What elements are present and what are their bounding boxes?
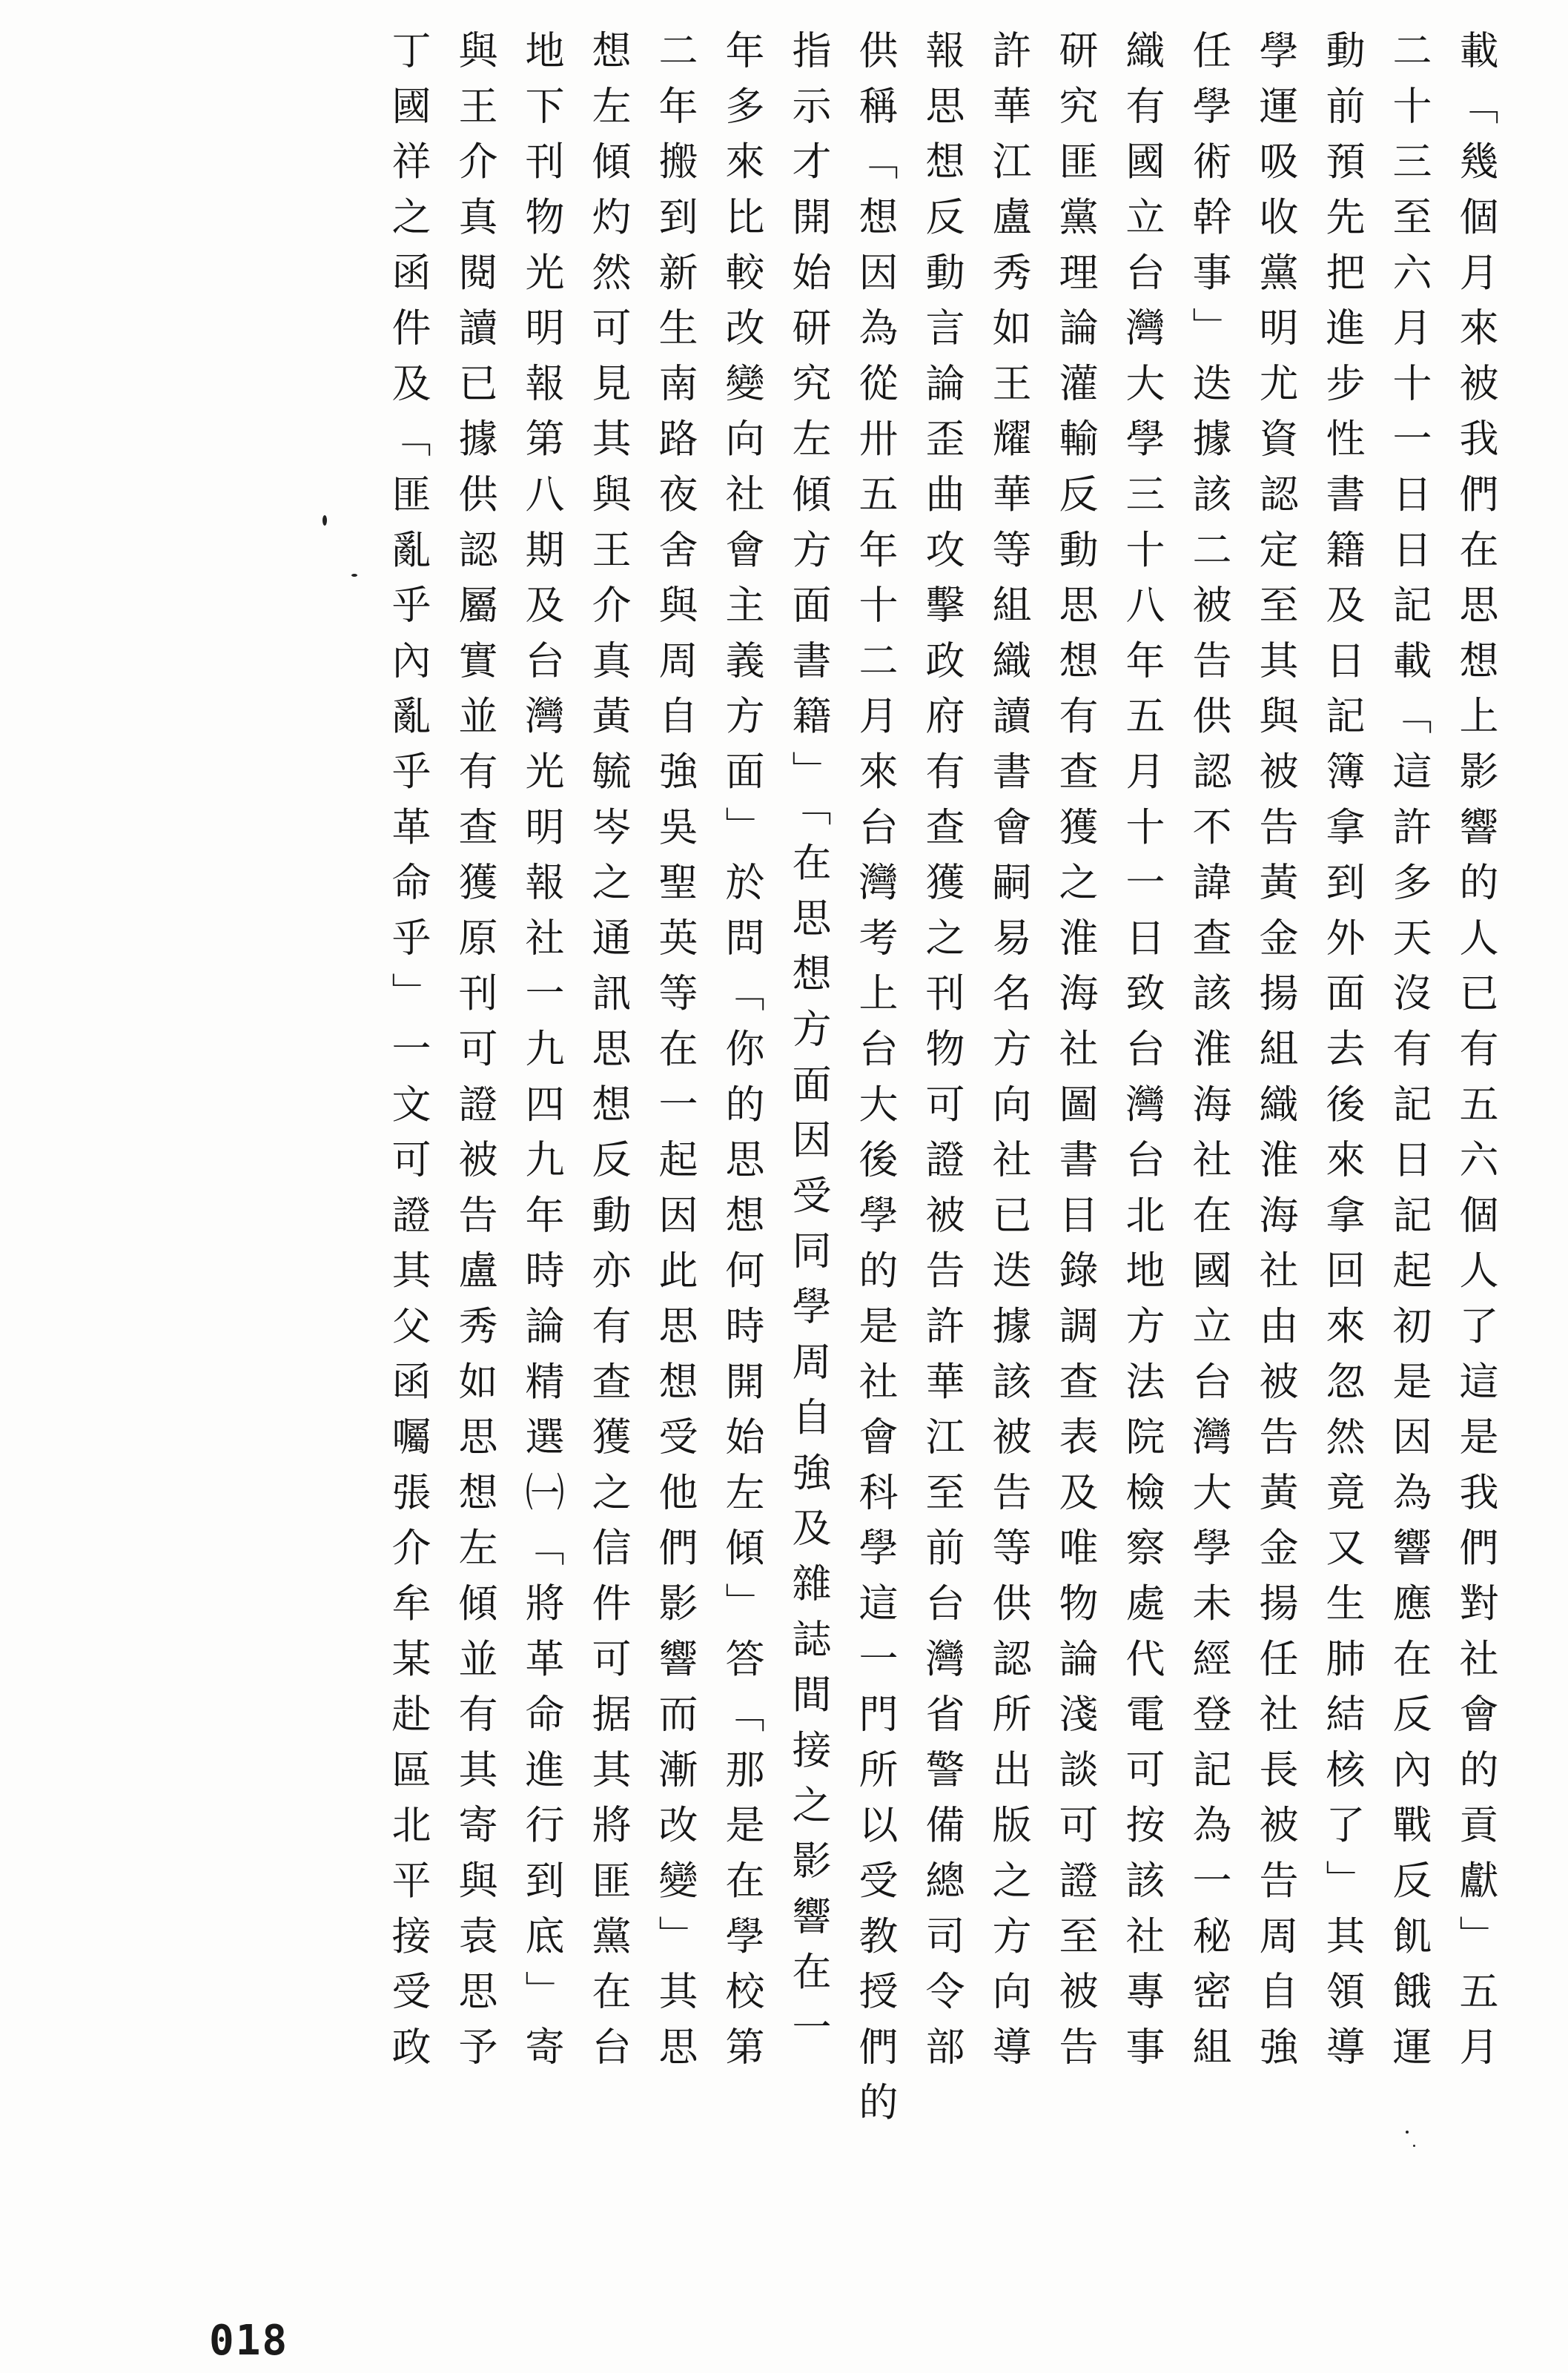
text-column: 丁國祥之函件及「匪亂乎內亂乎革命乎」一文可證其父函囑張介牟某赴區北平接受政 [386, 30, 431, 2082]
text-column: 年多來比較改變向社會主義方面」於問「你的思想何時開始左傾」答「那是在學校第 [719, 30, 764, 2082]
text-column: 動前預先把進步性書籍及日記簿拿到外面去後來拿回來忽然竟又生肺結核了」其領導 [1320, 30, 1365, 2082]
text-column: 任學術幹事」迭據該二被告供認不諱查該淮海社在國立台灣大學未經登記為一秘密組 [1186, 30, 1231, 2082]
text-column: 與王介真閱讀已據供認屬實並有查獲原刊可證被告盧秀如思想左傾並有其寄與袁思予 [452, 30, 497, 2082]
scan-speck [322, 515, 327, 526]
text-column: 地下刊物光明報第八期及台灣光明報社一九四九年時論精選㈠「將革命進行到底」寄 [519, 30, 564, 2082]
text-column: 二十三至六月十一日日記載「這許多天沒有記日記起初是因為響應在反內戰反飢餓運 [1386, 30, 1432, 2082]
text-column: 報思想反動言論歪曲攻擊政府有查獲之刊物可證被告許華江至前台灣省警備總司令部 [919, 30, 965, 2082]
text-column: 許華江盧秀如王耀華等組織讀書會嗣易名方向社已迭據該被告等供認所出版之方向導 [986, 30, 1031, 2082]
scan-speck [1413, 2145, 1415, 2147]
scan-speck [351, 574, 357, 577]
text-column: 學運吸收黨明尤資認定至其與被告黃金揚組織淮海社由被告黃金揚任社長被告周自強 [1253, 30, 1298, 2082]
vertical-text-body [378, 30, 1505, 2137]
text-column: 載「幾個月來被我們在思想上影響的人已有五六個人了這是我們對社會的貢獻」五月 [1453, 30, 1498, 2082]
text-column: 供稱「想因為從卅五年十二月來台灣考上台大後學的是社會科學這一門所以受教授們的 [853, 30, 898, 2137]
text-column: 指示才開始研究左傾方面書籍」「在思想方面因受同學周自強及雜誌間接之影響在一 [786, 30, 831, 2062]
page-number: 018 [209, 2317, 289, 2365]
text-column: 想左傾灼然可見其與王介真黃毓岑之通訊思想反動亦有查獲之信件可据其將匪黨在台 [586, 30, 631, 2082]
scan-speck [1406, 2131, 1409, 2134]
text-column: 二年搬到新生南路夜舍與周自強吳聖英等在一起因此思想受他們影響而漸改變」其思 [652, 30, 698, 2082]
text-column: 研究匪黨理論灌輸反動思想有查獲之淮海社圖書目錄調查表及唯物論淺談可證至被告 [1053, 30, 1098, 2082]
text-column: 織有國立台灣大學三十八年五月十一日致台灣台北地方法院檢察處代電可按該社專事 [1119, 30, 1165, 2082]
